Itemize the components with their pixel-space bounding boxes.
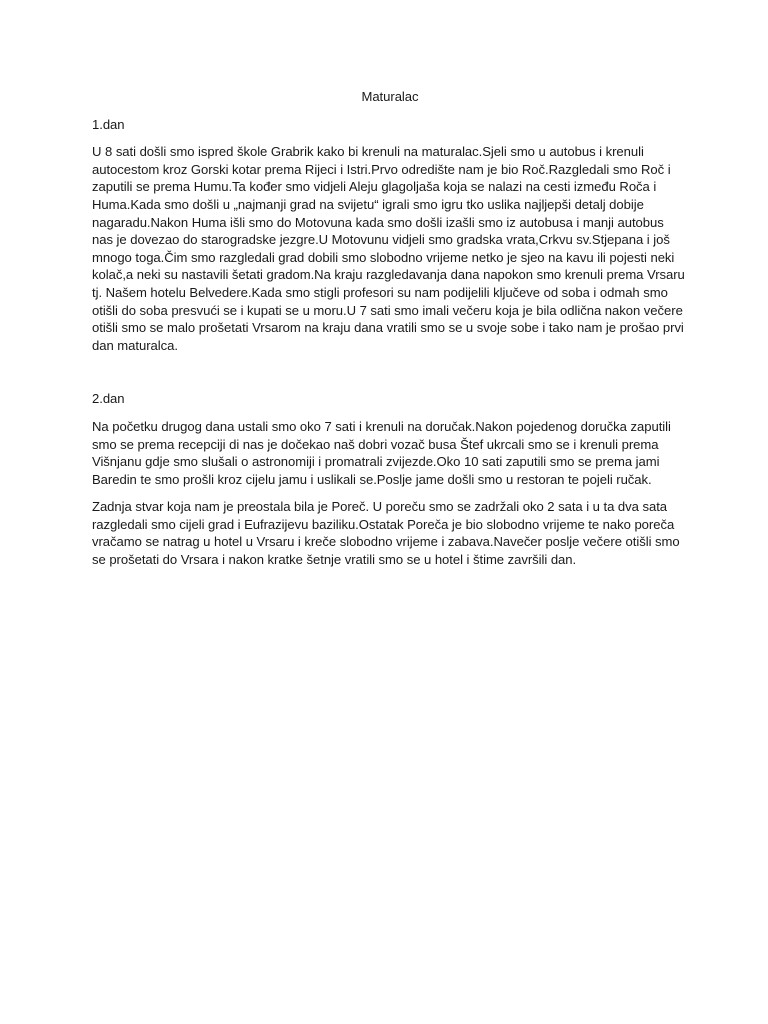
section-day-2	[92, 390, 688, 568]
paragraph: U 8 sati došli smo ispred škole Grabrik kako bi krenuli na maturalac.Sjeli smo u autobus i krenuli autocestom kroz Gorski kotar prema Rijeci i Istri.Prvo odredište nam je bio Roč.Razgledali smo Roč i zaputili se prema Humu.Ta kođer smo vidjeli Aleju glagoljaša koja se nalazi na cesti između Roča i Huma.Kada smo došli u „najmanji grad na svijetu“ igrali smo igru tko uslika najljepši detalj dobije nagaradu.Nakon Huma išli smo do Motovuna kada smo došli izašli smo iz autobusa i manji autobus nas je dovezao do starogradske jezgre.U Motovunu vidjeli smo gradska vrata,Crkvu sv.Stjepana i još mnogo toga.Čim smo razgledali grad dobili smo slobodno vrijeme netko je sjeo na kavu ili pojesti neki kolač,a neki su nastavili šetati gradom.Na kraju razgledavanja dana napokon smo krenuli prema Vrsaru tj. Našem hotelu Belvedere.Kada smo stigli profesori su nam podijelili ključeve od soba i odmah smo otišli do soba presvući se i kupati se u moru.U 7 sati smo imali večeru koja je bila odlična nakon večere otišli smo se malo prošetati Vrsarom na kraju dana vratili smo se u svoje sobe i tako nam je prošao prvi dan maturalca.	[92, 144, 685, 353]
section-heading: 1.dan	[92, 116, 125, 132]
document-title: Maturalac	[361, 89, 419, 104]
paragraph: Zadnja stvar koja nam je preostala bila je Poreč. U poreču smo se zadržali oko 2 sata i u ta dva sata razgledali smo cijeli grad i Eufrazijevu baziliku.Ostatak Poreča je bio slobodno vrijeme te nako poreča vračamo se natrag u hotel u Vrsaru i kreče slobodno vrijeme i zabava.Navečer poslje večere otišli smo se prošetati do Vrsara i nakon kratke šetnje vratili smo se u hotel i štime završili dan.	[92, 499, 680, 568]
section-day-1	[92, 116, 688, 355]
document-body	[92, 88, 688, 579]
section-heading: 2.dan	[92, 391, 125, 407]
paragraph: Na početku drugog dana ustali smo oko 7 sati i krenuli na doručak.Nakon pojedenog doručka zaputili smo se prema recepciji di nas je dočekao naš dobri vozač busa Štef ukrcali smo se i krenuli prema Višnjanu gdje smo slušali o astronomiji i promatrali zvijezde.Oko 10 sati zaputili smo se prema jami Baredin te smo prošli kroz cijelu jamu i uslikali se.Poslje jame došli smo u restoran te pojeli ručak.	[92, 418, 671, 487]
section-spacer	[92, 364, 688, 390]
